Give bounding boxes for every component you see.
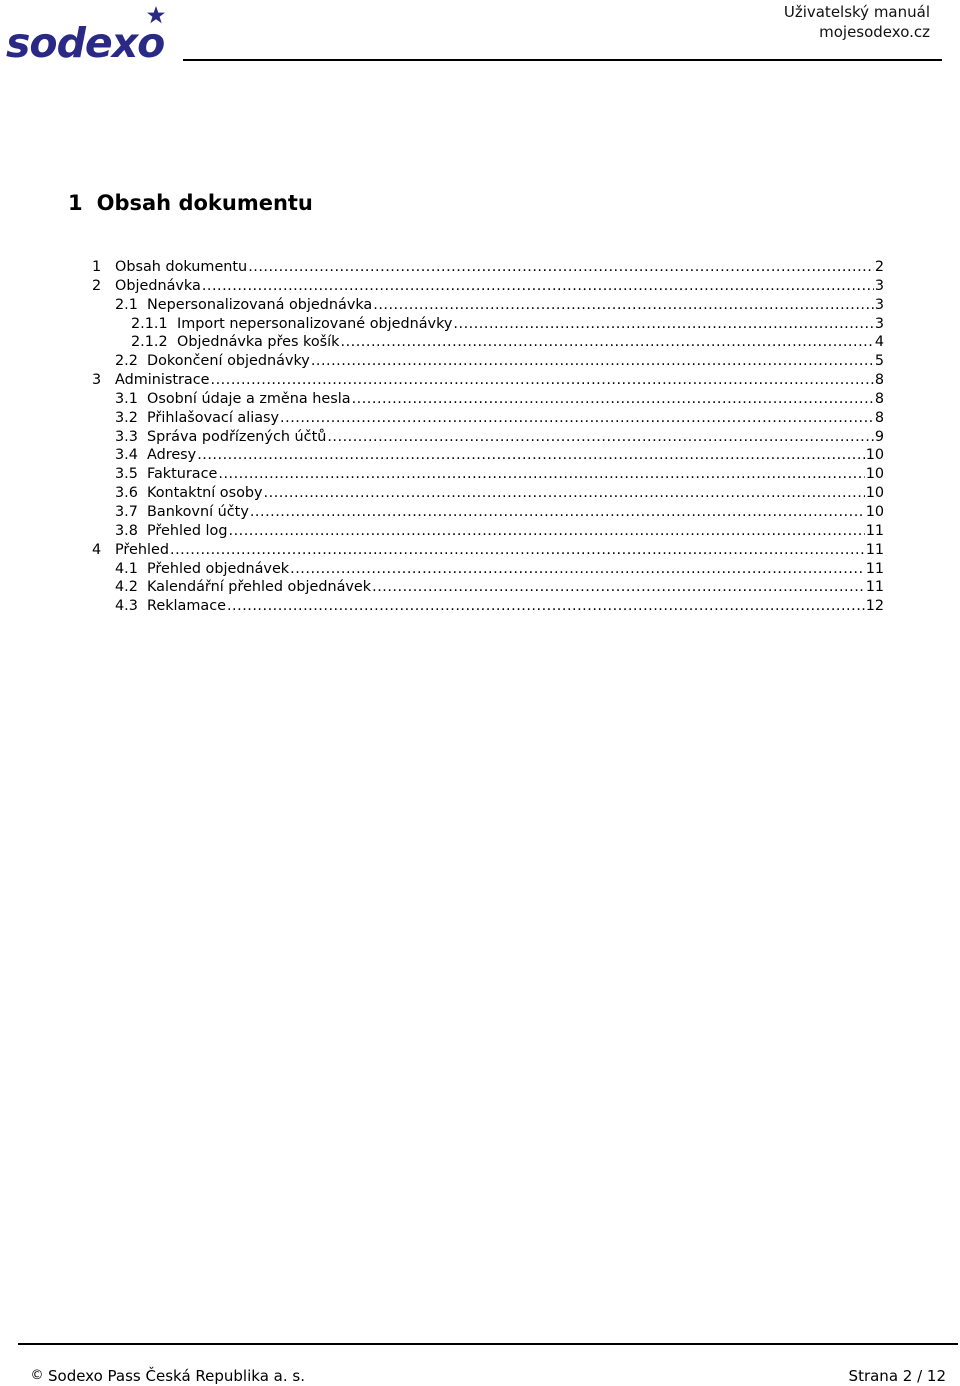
toc-dot-leader bbox=[202, 277, 874, 296]
copyright-icon: © bbox=[30, 1368, 44, 1383]
toc-entry[interactable] bbox=[92, 371, 884, 390]
toc-entry-page: 9 bbox=[874, 428, 884, 445]
toc-entry[interactable] bbox=[92, 409, 884, 428]
toc-entry-page: 8 bbox=[874, 409, 884, 426]
toc-dot-leader bbox=[311, 352, 874, 371]
toc-entry-page: 10 bbox=[865, 503, 884, 520]
toc-entry[interactable] bbox=[92, 258, 884, 277]
toc-entry[interactable] bbox=[92, 560, 884, 579]
title-number: 1 bbox=[68, 191, 83, 215]
toc-entry-page: 3 bbox=[874, 315, 884, 332]
toc-entry[interactable] bbox=[92, 522, 884, 541]
toc-entry-number: 1 bbox=[92, 259, 102, 275]
sodexo-logo bbox=[4, 2, 180, 64]
toc-entry-title: Kalendářní přehled objednávek bbox=[147, 579, 372, 596]
toc-entry-title: Fakturace bbox=[147, 466, 218, 483]
toc-entry-title: Objednávka bbox=[115, 277, 201, 294]
toc-dot-leader bbox=[352, 390, 874, 409]
toc-dot-leader bbox=[211, 371, 874, 390]
toc-entry-number: 2 bbox=[92, 277, 102, 294]
toc-entry-title: Obsah dokumentu bbox=[115, 259, 248, 275]
toc-entry-number: 3.5 bbox=[115, 466, 138, 483]
header-divider bbox=[183, 59, 942, 61]
footer-company bbox=[30, 1366, 305, 1386]
table-of-contents bbox=[92, 258, 884, 616]
toc-dot-leader bbox=[248, 258, 874, 277]
company-name: Sodexo Pass Česká Republika a. s. bbox=[48, 1367, 305, 1385]
toc-dot-leader bbox=[373, 296, 874, 315]
toc-entry-page: 5 bbox=[874, 353, 884, 370]
toc-entry-title: Import nepersonalizované objednávky bbox=[177, 315, 453, 332]
toc-entry-title: Osobní údaje a změna hesla bbox=[147, 390, 351, 407]
toc-entry-title: Adresy bbox=[147, 447, 197, 464]
toc-entry-page: 10 bbox=[865, 447, 884, 464]
toc-dot-leader bbox=[280, 409, 874, 428]
toc-entry-number: 2.2 bbox=[115, 353, 138, 370]
toc-entry-page: 11 bbox=[865, 579, 884, 596]
toc-entry-title: Přehled log bbox=[147, 522, 228, 539]
toc-entry[interactable] bbox=[92, 296, 884, 315]
toc-dot-leader bbox=[290, 560, 865, 579]
toc-entry-number: 3.2 bbox=[115, 409, 138, 426]
toc-entry-title: Správa podřízených účtů bbox=[147, 428, 327, 445]
toc-entry-title: Kontaktní osoby bbox=[147, 485, 263, 502]
toc-entry[interactable] bbox=[92, 597, 884, 616]
toc-entry-title: Reklamace bbox=[147, 598, 226, 615]
toc-entry[interactable] bbox=[92, 484, 884, 503]
toc-entry-number: 2.1.2 bbox=[131, 334, 168, 351]
toc-dot-leader bbox=[372, 578, 865, 597]
toc-dot-leader bbox=[229, 522, 865, 541]
toc-entry-number: 2.1 bbox=[115, 296, 138, 313]
toc-entry[interactable] bbox=[92, 465, 884, 484]
toc-entry-page: 8 bbox=[874, 372, 884, 389]
toc-dot-leader bbox=[453, 315, 873, 334]
toc-entry-page: 3 bbox=[874, 296, 884, 313]
toc-entry-title: Objednávka přes košík bbox=[177, 334, 340, 351]
toc-entry-title: Dokončení objednávky bbox=[147, 353, 310, 370]
toc-entry[interactable] bbox=[92, 428, 884, 447]
toc-entry[interactable] bbox=[92, 578, 884, 597]
page-number: Strana 2 / 12 bbox=[848, 1367, 946, 1385]
footer-divider bbox=[18, 1343, 958, 1345]
toc-entry-number: 2.1.1 bbox=[131, 315, 168, 332]
toc-entry-number: 4.3 bbox=[115, 598, 138, 615]
toc-dot-leader bbox=[341, 333, 874, 352]
toc-entry-page: 2 bbox=[874, 259, 884, 275]
toc-entry-title: Nepersonalizovaná objednávka bbox=[147, 296, 373, 313]
toc-entry-page: 11 bbox=[865, 522, 884, 539]
toc-dot-leader bbox=[170, 541, 865, 560]
toc-entry-number: 4.2 bbox=[115, 579, 138, 596]
toc-entry-number: 3.6 bbox=[115, 485, 138, 502]
toc-entry-number: 3.8 bbox=[115, 522, 138, 539]
toc-entry-page: 11 bbox=[865, 541, 884, 558]
toc-entry-page: 12 bbox=[865, 598, 884, 615]
site-label: mojesodexo.cz bbox=[819, 23, 930, 41]
toc-entry[interactable] bbox=[92, 446, 884, 465]
toc-entry-title: Přehled objednávek bbox=[147, 560, 290, 577]
toc-entry-page: 4 bbox=[874, 334, 884, 351]
toc-entry[interactable] bbox=[92, 277, 884, 296]
toc-entry-page: 10 bbox=[865, 466, 884, 483]
toc-entry-number: 3.7 bbox=[115, 503, 138, 520]
toc-entry-title: Administrace bbox=[115, 372, 210, 389]
svg-text:sodexo: sodexo bbox=[6, 19, 165, 64]
toc-dot-leader bbox=[250, 503, 865, 522]
toc-entry-page: 3 bbox=[874, 277, 884, 294]
toc-dot-leader bbox=[327, 428, 873, 447]
toc-entry-number: 4.1 bbox=[115, 560, 138, 577]
toc-entry-page: 8 bbox=[874, 390, 884, 407]
toc-entry[interactable] bbox=[92, 503, 884, 522]
toc-entry-page: 10 bbox=[865, 485, 884, 502]
toc-entry-number: 3.4 bbox=[115, 447, 138, 464]
toc-entry[interactable] bbox=[92, 352, 884, 371]
toc-dot-leader bbox=[218, 465, 864, 484]
title-text: Obsah dokumentu bbox=[96, 191, 313, 215]
toc-entry[interactable] bbox=[92, 315, 884, 334]
toc-entry-number: 3.3 bbox=[115, 428, 138, 445]
header-info bbox=[784, 2, 930, 42]
toc-entry-title: Přihlašovací aliasy bbox=[147, 409, 280, 426]
doc-type-label: Uživatelský manuál bbox=[783, 3, 930, 21]
toc-entry[interactable] bbox=[92, 390, 884, 409]
toc-entry-title: Bankovní účty bbox=[147, 503, 249, 520]
toc-dot-leader bbox=[197, 446, 864, 465]
toc-entry-title: Přehled bbox=[115, 541, 169, 558]
toc-entry[interactable] bbox=[92, 541, 884, 560]
toc-entry[interactable] bbox=[92, 333, 884, 352]
toc-dot-leader bbox=[227, 597, 865, 616]
toc-entry-number: 3 bbox=[92, 372, 102, 389]
toc-entry-page: 11 bbox=[865, 560, 884, 577]
toc-entry-number: 4 bbox=[92, 541, 102, 558]
toc-entry-number: 3.1 bbox=[115, 390, 138, 407]
toc-dot-leader bbox=[264, 484, 865, 503]
page-title bbox=[68, 188, 313, 218]
